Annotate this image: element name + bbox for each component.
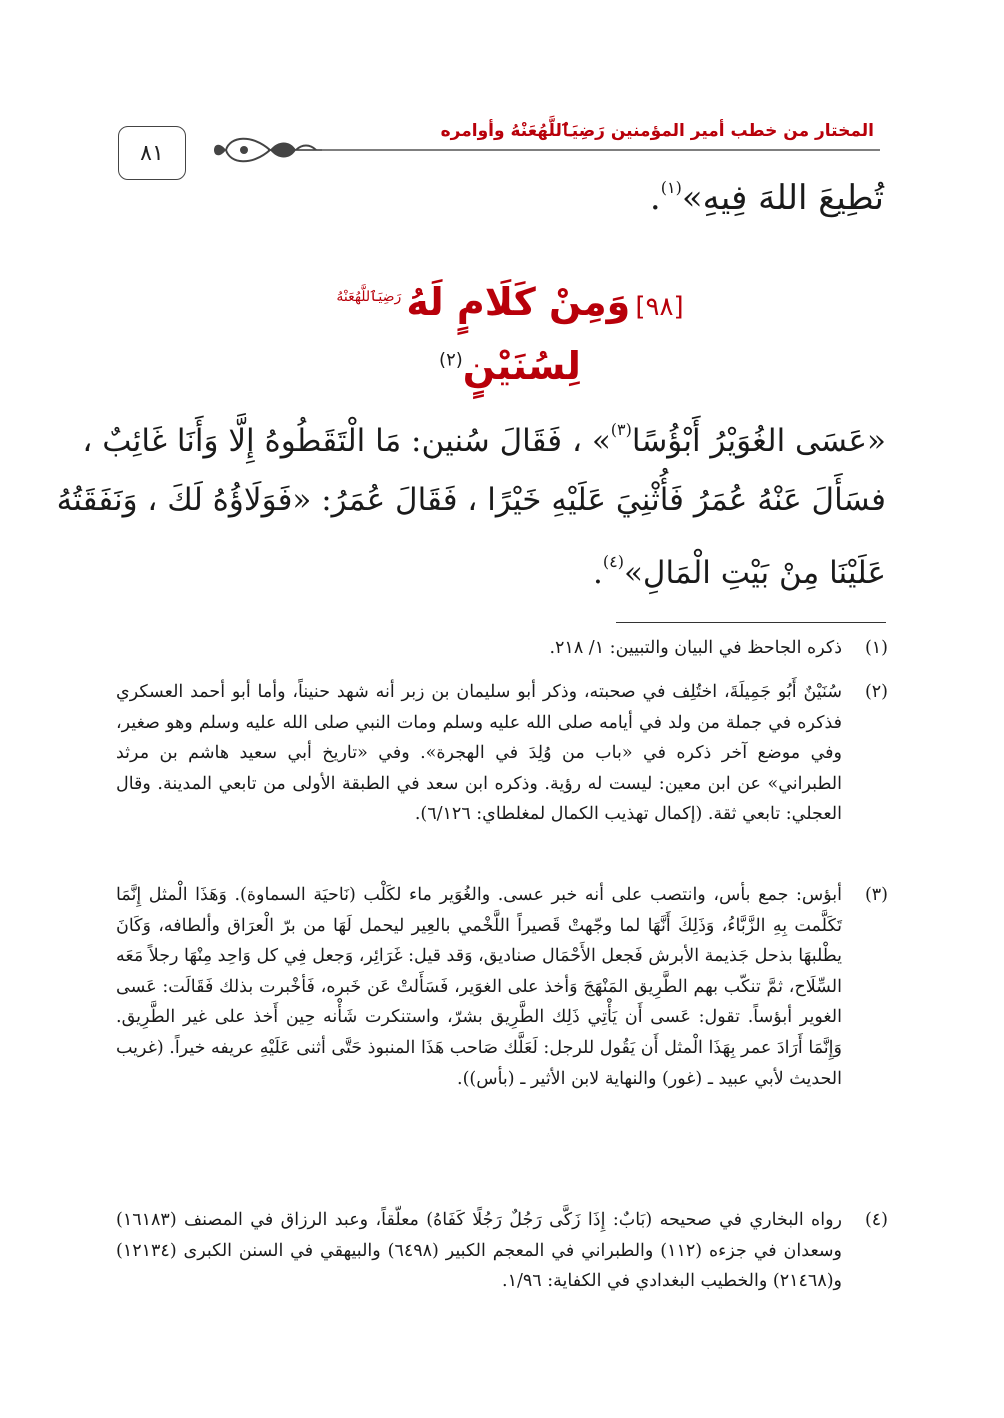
quote-segment: «عَسَى الغُوَيْرُ أَبْؤُسًا [631, 423, 886, 459]
opening-text: تُطِيعَ اللهَ فِيهِ» [681, 178, 884, 218]
footnote [116, 633, 886, 664]
quote-segment: » ، فَقَالَ سُنين: مَا الْتَقَطُوهُ إِلَّا وَأَنَا غَائِبٌ ، [82, 423, 611, 459]
subject-heading [360, 344, 660, 404]
footnote [116, 1205, 886, 1297]
footnote [116, 677, 886, 830]
footnote [116, 880, 886, 1094]
running-header-title: المختار من خطب أمير المؤمنين رَضِيَٱللَّهُعَنْهُ وأوامره [440, 121, 874, 141]
quote-end: . [593, 555, 603, 591]
paragraph-line [593, 552, 886, 591]
footnote-number: (٣) [864, 885, 888, 905]
subject-name: لِسُنَيْنٍ [462, 344, 581, 388]
page-number: ٨١ [118, 126, 186, 180]
section-number: [٩٨] [635, 292, 684, 322]
quote-segment: عَلَيْنَا مِنْ بَيْتِ الْمَالِ» [623, 555, 886, 591]
opening-line [650, 178, 884, 218]
footnote-divider [616, 622, 886, 623]
paragraph-line: فسَأَلَ عَنْهُ عُمَرُ فَأُثْنِيَ عَلَيْهِ خَيْرًا ، فَقَالَ عُمَرُ: «فَوَلَاؤُهُ لَكَ ، وَنَفَقَتُهُ [56, 482, 886, 518]
footnote-number: (١) [864, 638, 888, 658]
footnote-text: رواه البخاري في صحيحه (بَابٌ: إِذَا زَكَّى رَجُلٌ رَجُلًا كَفَاهُ) معلّقاً، وعبد الرزاق في المصنف (١٦١٨٣) وسعدان في جزءه (١١٢) والطبراني في المعجم الكبير (٦٤٩٨) والبيهقي في السنن الكبرى (١٢١٣٤) و(٢١٤٦٨) والخطيب البغدادي في الكفاية: ١/٩٦. [116, 1210, 842, 1292]
footnote-ref: (٢) [439, 349, 463, 371]
section-heading [300, 280, 720, 340]
footnote-text: أبؤس: جمع بأس، وانتصب على أنه خبر عسى. والغُوَير ماء لكَلْب (نَاحيَة السماوة). وَهَذَا الْمثل إِنَّمَا تَكَلَّمت بِهِ الزَّبَّاءُ، وَذَلِكَ أَنَّهَا لما وجّهتْ قَصيراً اللَّخْمي بالعِير ليحمل لَهَا من برّ الْعرَاق وألطافه، وَكَانَ يطْلبهَا بذحل جَذيمة الأبرش فَجعل الأَحْمَال صناديق، وَقد قيل: غَرَائِر، وَجعل فِي كل وَاحِد مِنْهَا رجلاً مَعَه السِّلَاح، ثمَّ تنكّب بهم الطَّرِيق المَنْهَجَ وَأخذ على الغوَير، فَسَأَلتْ عَن خَبره، فَأخْبرت بذلك فَقَالَت: عَسى الغوير أبؤساً. تقول: عَسى أَن يَأْتِي ذَلِك الطَّرِيق بشرّ، واستنكرت شَأْنه حِين أَخذ على غير الطَّرِيق. وَإِنَّمَا أَرَادَ عمر بِهَذَا الْمثل أَن يَقُول للرجل: لَعَلَّك صَاحب هَذَا المنبوذ حَتَّى أثنى عَلَيْهِ عريفه خيراً. (غريب الحديث لأبي عبيد ـ (غور) والنهاية لابن الأثير ـ (بأس)). [116, 885, 842, 1089]
section-honorific: رَضِيَٱللَّهُعَنْهُ [336, 289, 402, 305]
footnote-text: سُنَيْنٌ أَبُو جَمِيلَةَ، اختُلِف في صحبته، وذكر أبو سليمان بن زبر أنه شهد حنيناً، وأما أبو أحمد العسكري فذكره في جملة من ولد في أيامه صلى الله عليه وسلم ومات النبي صلى الله عليه وسلم وهو صغير، وفي موضع آخر ذكره في «باب من وُلِدَ في الهجرة». وفي «تاريخ أبي سعيد هاشم بن مرثد الطبراني» عن ابن معين: ليست له رؤية. وذكره ابن سعد في الطبقة الأولى من تابعي المدينة. وقال العجلي: تابعي ثقة. (إكمال تهذيب الكمال لمغلطاي: ٦/١٢٦). [116, 682, 842, 825]
footnote-number: (٢) [864, 682, 888, 702]
opening-end: . [649, 178, 661, 218]
footnote-text: ذكره الجاحظ في البيان والتبيين: ١/ ٢١٨. [549, 638, 842, 658]
paragraph-line [82, 420, 886, 459]
footnote-number: (٤) [864, 1210, 888, 1230]
footnote-ref: (١) [660, 178, 682, 197]
footnote-ref: (٣) [610, 420, 632, 439]
footnote-ref: (٤) [602, 552, 624, 571]
section-title: وَمِنْ كَلَامٍ لَهُ [406, 280, 631, 324]
